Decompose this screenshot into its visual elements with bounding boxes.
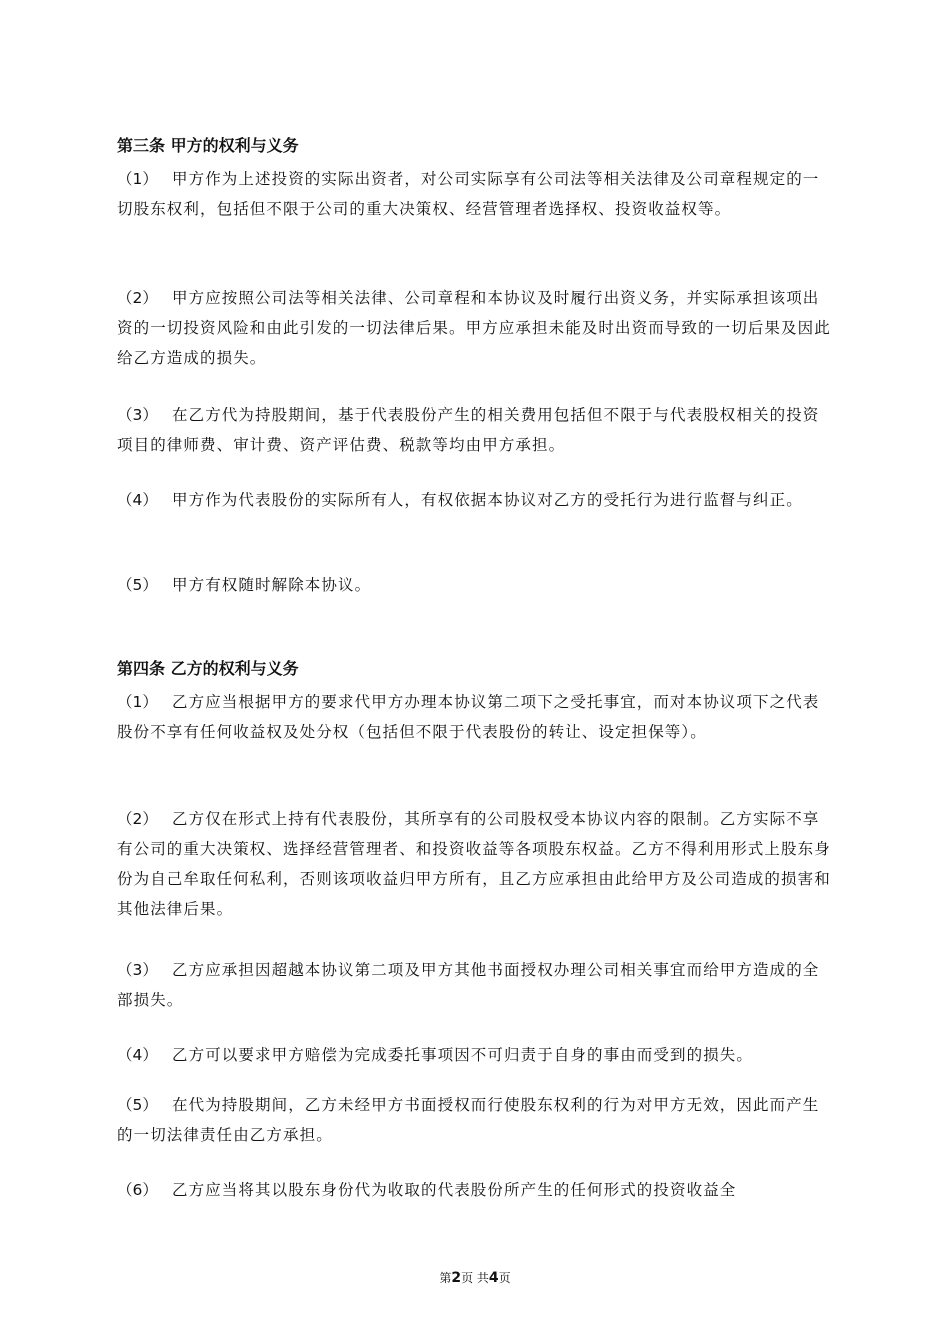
section-3-heading-block	[117, 136, 835, 156]
item-number: （4）	[117, 1046, 158, 1064]
section-4-item-4	[117, 1040, 835, 1070]
item-text: 乙方应承担因超越本协议第二项及甲方其他书面授权办理公司相关事宜而给甲方造成的全部损失。	[117, 961, 820, 1009]
section-4-heading-block	[117, 659, 835, 679]
item-text: 乙方应当将其以股东身份代为收取的代表股份所产生的任何形式的投资收益全	[172, 1181, 737, 1199]
footer-middle: 页 共	[461, 1271, 489, 1285]
item-text: 在代为持股期间，乙方未经甲方书面授权而行使股东权利的行为对甲方无效，因此而产生的一切法律责任由乙方承担。	[117, 1096, 820, 1144]
item-text: 甲方有权随时解除本协议。	[172, 576, 372, 594]
item-number: （1）	[117, 170, 158, 188]
item-number: （2）	[117, 289, 158, 307]
footer-prefix: 第	[439, 1271, 452, 1285]
item-number: （2）	[117, 810, 158, 828]
item-number: （5）	[117, 1096, 158, 1114]
footer-page-number: 2	[451, 1270, 462, 1286]
footer-total-pages: 4	[488, 1270, 499, 1286]
item-text: 乙方可以要求甲方赔偿为完成委托事项因不可归责于自身的事由而受到的损失。	[172, 1046, 754, 1064]
section-4-item-3	[117, 955, 835, 1015]
item-number: （5）	[117, 576, 158, 594]
section-4-heading: 第四条 乙方的权利与义务	[117, 659, 299, 678]
item-text: 乙方仅在形式上持有代表股份，其所享有的公司股权受本协议内容的限制。乙方实际不享有公司的重大决策权、选择经营管理者、和投资收益等各项股东权益。乙方不得利用形式上股东身份为自己牟取任何私利，否则该项收益归甲方所有，且乙方应承担由此给甲方及公司造成的损害和其他法律后果。	[117, 810, 831, 918]
item-number: （3）	[117, 961, 158, 979]
section-3-heading: 第三条 甲方的权利与义务	[117, 136, 299, 155]
section-4-item-2	[117, 804, 835, 924]
item-text: 乙方应当根据甲方的要求代甲方办理本协议第二项下之受托事宜，而对本协议项下之代表股份不享有任何收益权及处分权（包括但不限于代表股份的转让、设定担保等）。	[117, 693, 820, 741]
section-4-item-6	[117, 1175, 835, 1205]
item-text: 甲方作为代表股份的实际所有人，有权依据本协议对乙方的受托行为进行监督与纠正。	[172, 491, 803, 509]
item-number: （3）	[117, 406, 158, 424]
item-text: 甲方作为上述投资的实际出资者，对公司实际享有公司法等相关法律及公司章程规定的一切股东权利，包括但不限于公司的重大决策权、经营管理者选择权、投资收益权等。	[117, 170, 820, 218]
section-3-item-2	[117, 283, 835, 373]
item-text: 在乙方代为持股期间，基于代表股份产生的相关费用包括但不限于与代表股权相关的投资项目的律师费、审计费、资产评估费、税款等均由甲方承担。	[117, 406, 820, 454]
item-number: （4）	[117, 491, 158, 509]
page-footer	[0, 1270, 950, 1286]
section-3-item-5	[117, 570, 835, 600]
item-number: （1）	[117, 693, 158, 711]
section-3-item-4	[117, 485, 835, 515]
section-3-item-1	[117, 164, 835, 224]
section-4-item-5	[117, 1090, 835, 1150]
item-text: 甲方应按照公司法等相关法律、公司章程和本协议及时履行出资义务，并实际承担该项出资的一切投资风险和由此引发的一切法律后果。甲方应承担未能及时出资而导致的一切后果及因此给乙方造成的损失。	[117, 289, 831, 367]
item-number: （6）	[117, 1181, 158, 1199]
footer-suffix: 页	[498, 1271, 511, 1285]
section-3-item-3	[117, 400, 835, 460]
section-4-item-1	[117, 687, 835, 747]
